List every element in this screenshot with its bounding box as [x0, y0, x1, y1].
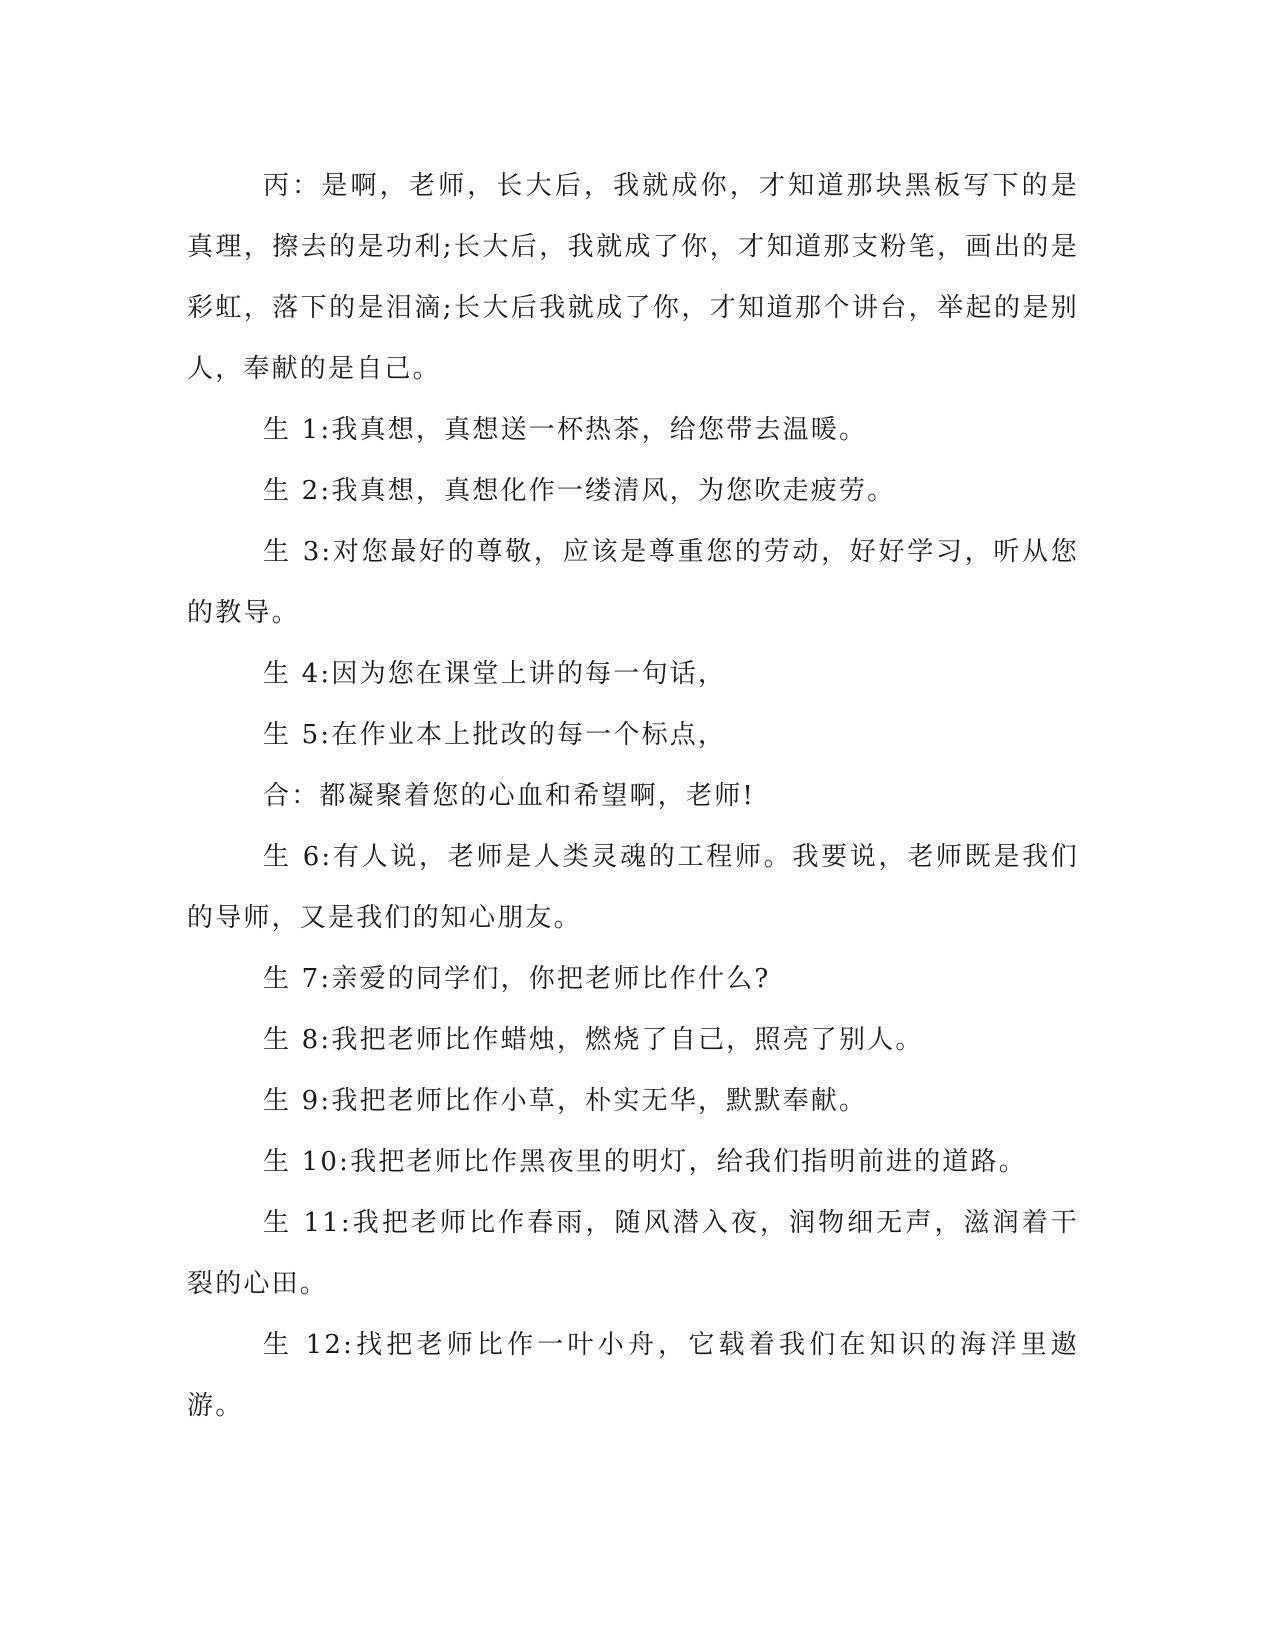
paragraph-student-1: 生 1:我真想，真想送一杯热茶，给您带去温暖。 [263, 415, 868, 445]
paragraph-student-9: 生 9:我把老师比作小草，朴实无华，默默奉献。 [263, 1086, 868, 1116]
paragraph-chorus: 合：都凝聚着您的心血和希望啊，老师! [263, 781, 756, 811]
paragraph-student-4: 生 4:因为您在课堂上讲的每一句话， [263, 659, 727, 689]
paragraph-student-12: 生 12:找把老师比作一叶小舟，它载着我们在知识的海洋里遨游。 [187, 1330, 1079, 1421]
paragraph-student-3: 生 3:对您最好的尊敬，应该是尊重您的劳动，好好学习，听从您的教导。 [187, 537, 1079, 628]
paragraph-student-7: 生 7:亲爱的同学们，你把老师比作什么? [263, 964, 771, 994]
paragraph-student-11: 生 11:我把老师比作春雨，随风潜入夜，润物细无声，滋润着干裂的心田。 [187, 1208, 1079, 1299]
document-body [187, 156, 1079, 1437]
paragraph-student-5: 生 5:在作业本上批改的每一个标点， [263, 720, 727, 750]
paragraph-student-10: 生 10:我把老师比作黑夜里的明灯，给我们指明前进的道路。 [263, 1147, 1027, 1177]
paragraph-student-2: 生 2:我真想，真想化作一缕清风，为您吹走疲劳。 [263, 476, 896, 506]
paragraph-student-6: 生 6:有人说，老师是人类灵魂的工程师。我要说，老师既是我们的导师，又是我们的知心朋友。 [187, 842, 1079, 933]
paragraph-bing: 丙：是啊，老师，长大后，我就成你，才知道那块黑板写下的是真理，擦去的是功利;长大后，我就成了你，才知道那支粉笔，画出的是彩虹，落下的是泪滴;长大后我就成了你，才知道那个讲台，举起的是别人，奉献的是自己。 [187, 171, 1079, 384]
paragraph-student-8: 生 8:我把老师比作蜡烛，燃烧了自己，照亮了别人。 [263, 1025, 924, 1055]
